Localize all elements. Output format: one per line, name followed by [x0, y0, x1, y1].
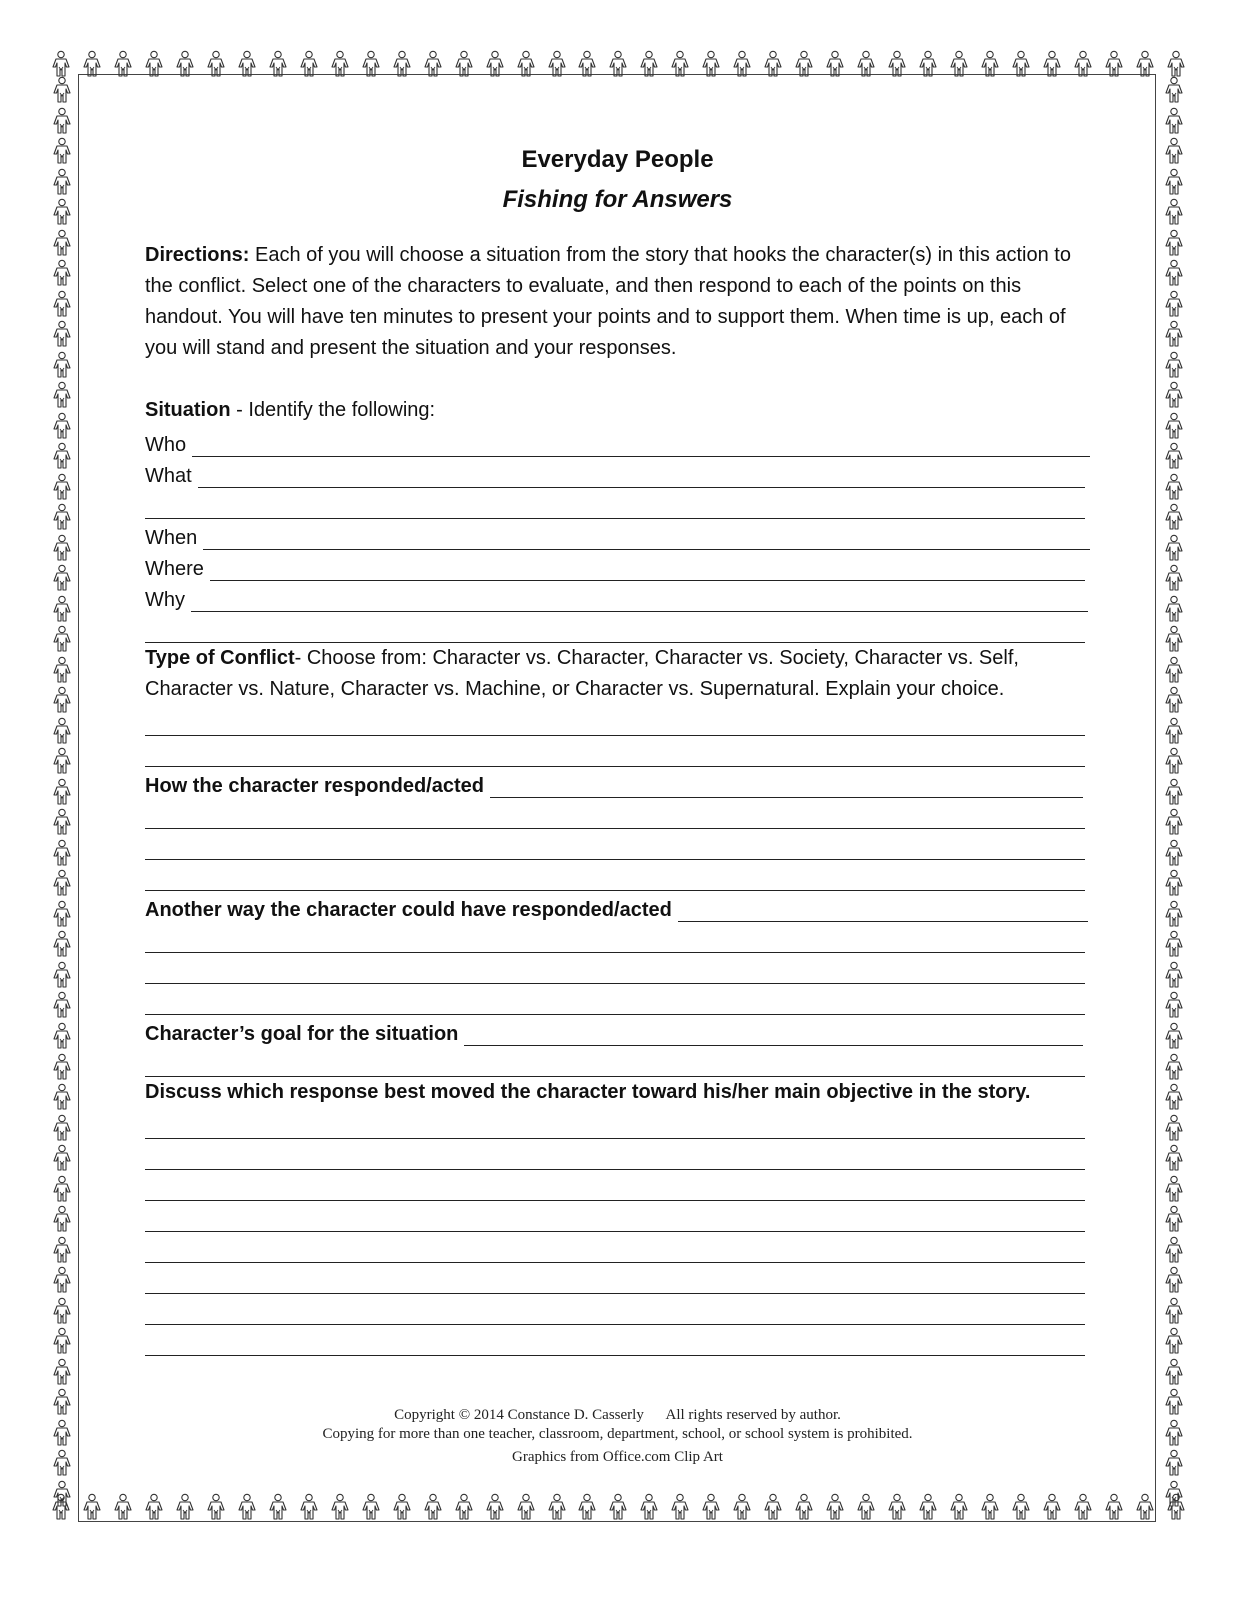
person-icon: [1163, 869, 1185, 897]
responded-line-2[interactable]: [145, 798, 1085, 829]
person-icon: [700, 50, 722, 84]
person-icon: [638, 1493, 660, 1527]
person-icon: [824, 50, 846, 84]
person-icon: [762, 50, 784, 84]
person-icon: [51, 473, 73, 501]
discuss-line-8[interactable]: [145, 1325, 1085, 1356]
person-icon: [855, 1493, 877, 1527]
person-icon: [1010, 1493, 1032, 1527]
person-icon: [669, 50, 691, 84]
when-line[interactable]: [203, 527, 1090, 550]
person-icon: [51, 1266, 73, 1294]
person-icon: [51, 900, 73, 928]
person-icon: [298, 1493, 320, 1527]
directions: [145, 240, 1090, 364]
discuss-line-1[interactable]: [145, 1108, 1085, 1139]
person-icon: [1163, 503, 1185, 531]
person-icon: [51, 778, 73, 806]
border-right: [1157, 76, 1191, 1508]
responded-line[interactable]: [490, 775, 1083, 798]
why-row: [145, 581, 1090, 612]
person-icon: [51, 76, 73, 104]
border-top: [50, 50, 1187, 84]
person-icon: [1163, 1480, 1185, 1508]
person-icon: [422, 50, 444, 84]
another-way-line[interactable]: [678, 899, 1088, 922]
person-icon: [1163, 1083, 1185, 1111]
person-icon: [1163, 1053, 1185, 1081]
person-icon: [1163, 1419, 1185, 1447]
person-icon: [1163, 930, 1185, 958]
person-icon: [51, 656, 73, 684]
person-icon: [1163, 1388, 1185, 1416]
when-row: [145, 519, 1090, 550]
person-icon: [546, 1493, 568, 1527]
person-icon: [917, 50, 939, 84]
directions-label: Directions:: [145, 244, 250, 266]
person-icon: [51, 1327, 73, 1355]
person-icon: [1163, 198, 1185, 226]
person-icon: [1163, 1449, 1185, 1477]
person-icon: [638, 50, 660, 84]
where-row: [145, 550, 1090, 581]
person-icon: [1072, 1493, 1094, 1527]
conflict-line-1[interactable]: [145, 705, 1085, 736]
person-icon: [886, 1493, 908, 1527]
person-icon: [51, 930, 73, 958]
person-icon: [1163, 991, 1185, 1019]
worksheet: [145, 140, 1090, 1356]
person-icon: [51, 137, 73, 165]
person-icon: [360, 1493, 382, 1527]
person-icon: [793, 1493, 815, 1527]
person-icon: [1163, 1022, 1185, 1050]
person-icon: [51, 808, 73, 836]
person-icon: [979, 50, 1001, 84]
person-icon: [51, 991, 73, 1019]
person-icon: [1163, 381, 1185, 409]
person-icon: [51, 1205, 73, 1233]
person-icon: [1163, 900, 1185, 928]
person-icon: [1163, 778, 1185, 806]
person-icon: [700, 1493, 722, 1527]
person-icon: [1041, 50, 1063, 84]
person-icon: [1163, 442, 1185, 470]
person-icon: [51, 717, 73, 745]
person-icon: [1163, 290, 1185, 318]
goal-line-2[interactable]: [145, 1046, 1085, 1077]
person-icon: [855, 50, 877, 84]
person-icon: [51, 595, 73, 623]
person-icon: [948, 50, 970, 84]
person-icon: [51, 198, 73, 226]
person-icon: [515, 1493, 537, 1527]
person-icon: [422, 1493, 444, 1527]
goal-line[interactable]: [464, 1023, 1083, 1046]
person-icon: [1163, 76, 1185, 104]
person-icon: [51, 1480, 73, 1508]
person-icon: [886, 50, 908, 84]
person-icon: [1134, 50, 1156, 84]
why-line[interactable]: [191, 589, 1088, 612]
person-icon: [1163, 747, 1185, 775]
person-icon: [329, 50, 351, 84]
person-icon: [515, 50, 537, 84]
person-icon: [267, 50, 289, 84]
person-icon: [1163, 839, 1185, 867]
why-label: Why: [145, 589, 185, 611]
person-icon: [51, 1358, 73, 1386]
person-icon: [1103, 50, 1125, 84]
person-icon: [205, 50, 227, 84]
person-icon: [51, 259, 73, 287]
person-icon: [51, 503, 73, 531]
person-icon: [979, 1493, 1001, 1527]
what-line[interactable]: [198, 465, 1085, 488]
person-icon: [51, 686, 73, 714]
copying-line: Copying for more than one teacher, classroom, department, school, or school system is prohibited.: [322, 1426, 913, 1442]
person-icon: [51, 534, 73, 562]
person-icon: [51, 1175, 73, 1203]
person-icon: [329, 1493, 351, 1527]
what-line-2[interactable]: [145, 488, 1085, 519]
person-icon: [1163, 107, 1185, 135]
person-icon: [948, 1493, 970, 1527]
discuss-line-4[interactable]: [145, 1201, 1085, 1232]
situation-text: - Identify the following:: [230, 399, 436, 421]
graphics-credit: Graphics from Office.com Clip Art: [512, 1449, 723, 1465]
person-icon: [1163, 168, 1185, 196]
responded-row: [145, 767, 1090, 798]
another-way-line-2[interactable]: [145, 922, 1085, 953]
responded-line-4[interactable]: [145, 860, 1085, 891]
discuss-line-2[interactable]: [145, 1139, 1085, 1170]
person-icon: [1163, 1144, 1185, 1172]
person-icon: [1163, 229, 1185, 257]
person-icon: [1163, 564, 1185, 592]
discuss-line-7[interactable]: [145, 1294, 1085, 1325]
person-icon: [360, 50, 382, 84]
person-icon: [1163, 259, 1185, 287]
person-icon: [1163, 595, 1185, 623]
person-icon: [607, 1493, 629, 1527]
what-row: [145, 457, 1090, 488]
discuss-line-5[interactable]: [145, 1232, 1085, 1263]
person-icon: [1010, 50, 1032, 84]
person-icon: [51, 351, 73, 379]
person-icon: [51, 869, 73, 897]
person-icon: [484, 50, 506, 84]
person-icon: [731, 50, 753, 84]
person-icon: [51, 1083, 73, 1111]
border-left: [45, 76, 79, 1508]
conflict-text: - Choose from: Character vs. Character, Character vs. Society, Character vs. Self, Character vs. Nature, Character vs. Machine, or Character vs. Supernatural. Explain your choice.: [145, 647, 1019, 700]
person-icon: [174, 50, 196, 84]
conflict-section: [145, 643, 1090, 705]
person-icon: [1163, 137, 1185, 165]
when-label: When: [145, 527, 198, 549]
conflict-label: Type of Conflict: [145, 647, 295, 669]
person-icon: [1134, 1493, 1156, 1527]
person-icon: [1163, 534, 1185, 562]
person-icon: [81, 50, 103, 84]
footer: [145, 1406, 1090, 1467]
person-icon: [1163, 717, 1185, 745]
who-row: [145, 426, 1090, 457]
person-icon: [51, 625, 73, 653]
responded-line-3[interactable]: [145, 829, 1085, 860]
situation-heading: [145, 395, 1090, 426]
person-icon: [51, 961, 73, 989]
person-icon: [51, 442, 73, 470]
discuss-line-3[interactable]: [145, 1170, 1085, 1201]
directions-text: Each of you will choose a situation from the story that hooks the character(s) in this action to the conflict. Select one of the characters to evaluate, and then respond to each of the points on this handout. You will have ten minutes to present your points and to support them. When time is up, each of you will stand and present the situation and your responses.: [145, 244, 1071, 359]
worksheet-title: Everyday People: [521, 146, 714, 173]
person-icon: [51, 107, 73, 135]
person-icon: [51, 1388, 73, 1416]
person-icon: [51, 1449, 73, 1477]
person-icon: [174, 1493, 196, 1527]
person-icon: [1163, 1327, 1185, 1355]
person-icon: [1163, 1236, 1185, 1264]
person-icon: [731, 1493, 753, 1527]
person-icon: [762, 1493, 784, 1527]
why-line-2[interactable]: [145, 612, 1085, 643]
person-icon: [1163, 625, 1185, 653]
person-icon: [51, 290, 73, 318]
person-icon: [484, 1493, 506, 1527]
person-icon: [1041, 1493, 1063, 1527]
person-icon: [51, 1114, 73, 1142]
goal-label: Character’s goal for the situation: [145, 1023, 459, 1045]
person-icon: [51, 381, 73, 409]
person-icon: [453, 1493, 475, 1527]
person-icon: [793, 50, 815, 84]
person-icon: [51, 1144, 73, 1172]
person-icon: [1103, 1493, 1125, 1527]
person-icon: [824, 1493, 846, 1527]
border-bottom: [50, 1493, 1187, 1527]
copyright-line: Copyright © 2014 Constance D. Casserly All rights reserved by author.: [394, 1407, 841, 1423]
person-icon: [51, 564, 73, 592]
responded-label: How the character responded/acted: [145, 775, 484, 797]
another-way-label: Another way the character could have responded/acted: [145, 899, 672, 921]
person-icon: [51, 1022, 73, 1050]
person-icon: [51, 168, 73, 196]
another-way-line-3[interactable]: [145, 953, 1085, 984]
conflict-line-2[interactable]: [145, 736, 1085, 767]
person-icon: [1163, 656, 1185, 684]
person-icon: [1163, 1297, 1185, 1325]
person-icon: [51, 320, 73, 348]
person-icon: [546, 50, 568, 84]
who-line[interactable]: [192, 434, 1090, 457]
person-icon: [1163, 961, 1185, 989]
person-icon: [576, 50, 598, 84]
person-icon: [1163, 1175, 1185, 1203]
person-icon: [391, 50, 413, 84]
person-icon: [51, 747, 73, 775]
person-icon: [917, 1493, 939, 1527]
person-icon: [1163, 1266, 1185, 1294]
person-icon: [236, 1493, 258, 1527]
person-icon: [205, 1493, 227, 1527]
person-icon: [112, 50, 134, 84]
another-way-row: [145, 891, 1090, 922]
person-icon: [51, 1297, 73, 1325]
person-icon: [453, 50, 475, 84]
discuss-line-6[interactable]: [145, 1263, 1085, 1294]
person-icon: [81, 1493, 103, 1527]
another-way-line-4[interactable]: [145, 984, 1085, 1015]
goal-row: [145, 1015, 1090, 1046]
who-label: Who: [145, 434, 187, 456]
person-icon: [298, 50, 320, 84]
person-icon: [51, 412, 73, 440]
person-icon: [1163, 686, 1185, 714]
person-icon: [1163, 1205, 1185, 1233]
person-icon: [1163, 351, 1185, 379]
person-icon: [112, 1493, 134, 1527]
discuss-prompt: Discuss which response best moved the character toward his/her main objective in the story.: [145, 1081, 1031, 1103]
person-icon: [143, 50, 165, 84]
person-icon: [51, 839, 73, 867]
person-icon: [51, 1236, 73, 1264]
person-icon: [1163, 412, 1185, 440]
person-icon: [267, 1493, 289, 1527]
person-icon: [236, 50, 258, 84]
person-icon: [669, 1493, 691, 1527]
person-icon: [607, 50, 629, 84]
what-label: What: [145, 465, 192, 487]
person-icon: [1163, 473, 1185, 501]
person-icon: [1163, 808, 1185, 836]
person-icon: [51, 229, 73, 257]
person-icon: [1163, 320, 1185, 348]
person-icon: [51, 1053, 73, 1081]
person-icon: [143, 1493, 165, 1527]
situation-label: Situation: [145, 399, 231, 421]
person-icon: [1163, 1358, 1185, 1386]
person-icon: [51, 1419, 73, 1447]
worksheet-subtitle: Fishing for Answers: [502, 186, 733, 213]
person-icon: [1163, 1114, 1185, 1142]
person-icon: [1072, 50, 1094, 84]
person-icon: [391, 1493, 413, 1527]
person-icon: [576, 1493, 598, 1527]
where-line[interactable]: [210, 558, 1085, 581]
where-label: Where: [145, 558, 204, 580]
